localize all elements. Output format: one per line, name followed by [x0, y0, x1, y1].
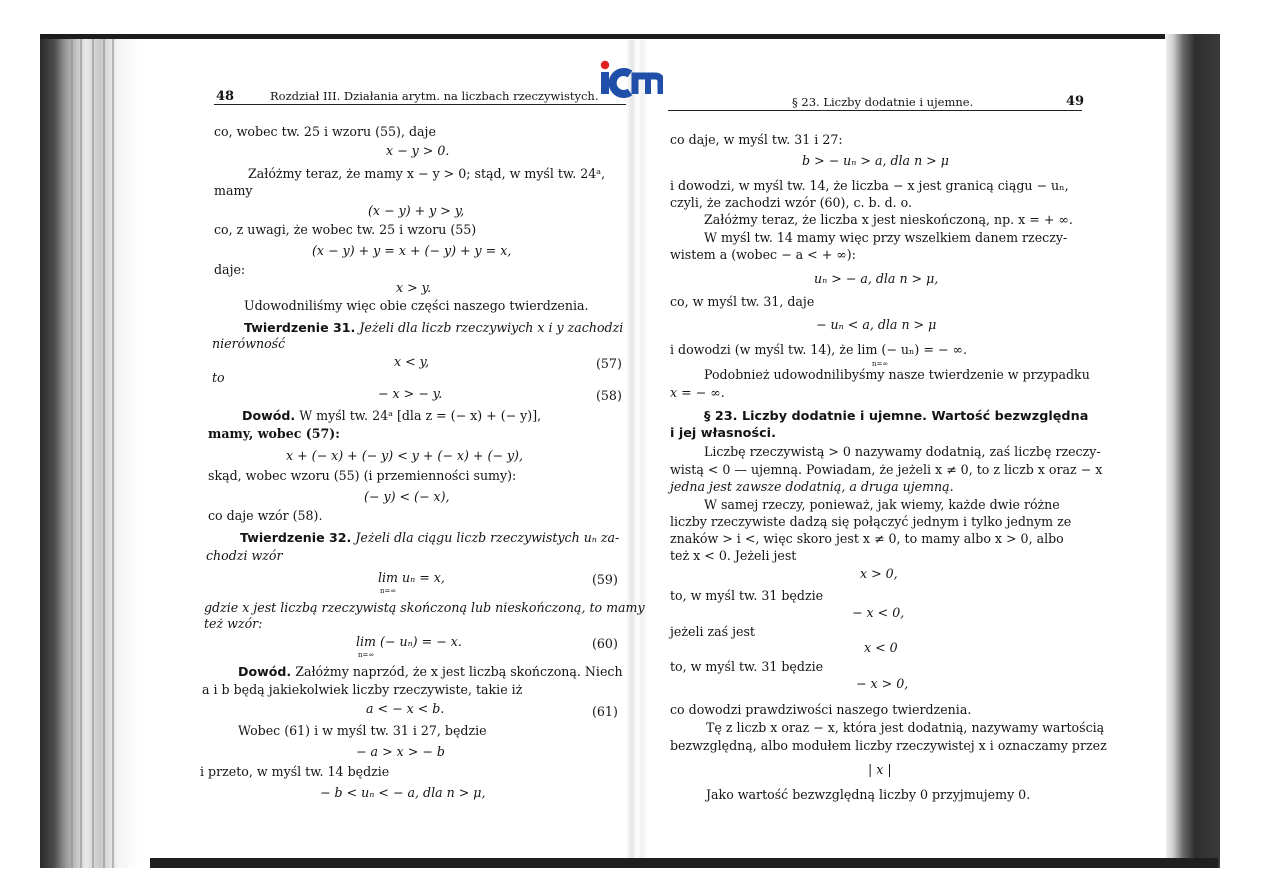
book-gutter [626, 40, 648, 858]
text-line: daje: [214, 262, 246, 277]
text-line: nierówność [212, 336, 286, 351]
theorem-text: Jeżeli dla ciągu liczb rzeczywistych uₙ za- [355, 530, 620, 545]
theorem-text: Jeżeli dla liczb rzeczywiych x i y zachodzi [359, 320, 624, 335]
book-bottom-edge [150, 858, 1218, 868]
text-line: wistą < 0 — ujemną. Powiadam, że jeżeli x ≠ 0, to z liczb x oraz − x [670, 462, 1103, 477]
formula: − b < uₙ < − a, dla n > μ, [320, 785, 486, 800]
text-line: jeżeli zaś jest [670, 624, 755, 639]
formula: a < − x < b. [366, 701, 445, 716]
equation-number: (61) [592, 704, 618, 719]
equation-number: (57) [596, 356, 622, 371]
proof-2 [238, 664, 623, 679]
text-line: i dowodzi (w myśl tw. 14), że lim (− uₙ) = − ∞. [670, 342, 967, 357]
text-line: Tę z liczb x oraz − x, która jest dodatnią, nazywamy wartością [706, 720, 1105, 735]
text-line: czyli, że zachodzi wzór (60), c. b. d. o. [670, 195, 913, 210]
theorem-31 [244, 320, 623, 335]
formula: b > − uₙ > a, dla n > μ [802, 153, 949, 168]
text-line: co dowodzi prawdziwości naszego twierdzenia. [670, 702, 972, 717]
text-line: liczby rzeczywiste dadzą się połączyć jednym i tylko jednym ze [670, 514, 1072, 529]
text-line: co daje wzór (58). [208, 508, 323, 523]
text-line: też x < 0. Jeżeli jest [670, 548, 797, 563]
book-right-edge [1165, 34, 1220, 868]
right-running-head: § 23. Liczby dodatnie i ujemne. [792, 95, 974, 109]
text-line: co, z uwagi, że wobec tw. 25 i wzoru (55) [214, 222, 477, 237]
right-header-rule [668, 110, 1082, 111]
formula: (x − y) + y > y, [368, 203, 465, 218]
limit-subscript: n=∞ [872, 360, 889, 368]
proof-text: W myśl tw. 24ᵃ [dla z = (− x) + (− y)], [299, 408, 542, 423]
text-line: mamy, wobec (57): [208, 426, 340, 441]
text-line: gdzie x jest liczbą rzeczywistą skończoną lub nieskończoną, to mamy [204, 600, 645, 615]
text-line: i przeto, w myśl tw. 14 będzie [200, 764, 390, 779]
equation-number: (59) [592, 572, 618, 587]
formula: lim uₙ = x, [378, 570, 445, 585]
left-header-rule [214, 104, 626, 105]
text-line: co, w myśl tw. 31, daje [670, 294, 815, 309]
icm-logo [597, 58, 663, 98]
text-line: Podobnież udowodnilibyśmy nasze twierdzenie w przypadku [704, 367, 1090, 382]
right-page-number: 49 [1066, 94, 1085, 109]
text-line: i dowodzi, w myśl tw. 14, że liczba − x jest granicą ciągu − uₙ, [670, 178, 1069, 193]
text-line: skąd, wobec wzoru (55) (i przemienności sumy): [208, 468, 517, 483]
formula: (x − y) + y = x + (− y) + y = x, [312, 243, 512, 258]
left-running-head: Rozdział III. Działania arytm. na liczbach rzeczywistych. [270, 89, 599, 103]
text-line: Jako wartość bezwzględną liczby 0 przyjmujemy 0. [706, 787, 1031, 802]
text-line: Załóżmy teraz, że liczba x jest nieskończoną, np. x = + ∞. [704, 212, 1073, 227]
text-line: co, wobec tw. 25 i wzoru (55), daje [214, 124, 436, 139]
proof-1 [242, 408, 541, 423]
proof-label: Dowód. [242, 408, 296, 423]
equation-number: (60) [592, 636, 618, 651]
book-left-edge [40, 34, 140, 868]
text-line: to, w myśl tw. 31 będzie [670, 659, 824, 674]
theorem-32 [240, 530, 619, 545]
theorem-label: Twierdzenie 32. [240, 530, 352, 545]
theorem-label: Twierdzenie 31. [244, 320, 356, 335]
text-line: x = − ∞. [670, 385, 725, 400]
book-top-edge [40, 34, 1220, 39]
formula: lim (− uₙ) = − x. [356, 634, 462, 649]
text-line: W myśl tw. 14 mamy więc przy wszelkiem danem rzeczy- [704, 230, 1068, 245]
text-line: bezwzględną, albo modułem liczby rzeczywistej x i oznaczamy przez [670, 738, 1107, 753]
text-line: mamy [214, 183, 253, 198]
proof-text: Załóżmy naprzód, że x jest liczbą skończoną. Niech [295, 664, 623, 679]
text-line: Załóżmy teraz, że mamy x − y > 0; stąd, w myśl tw. 24ᵃ, [248, 166, 606, 181]
text-line: co daje, w myśl tw. 31 i 27: [670, 132, 843, 147]
text-line: jedna jest zawsze dodatnią, a druga ujemną. [670, 479, 954, 494]
text-line: to [212, 370, 225, 385]
formula: − x > − y. [378, 386, 443, 401]
text-line: a i b będą jakiekolwiek liczby rzeczywiste, takie iż [202, 682, 523, 697]
formula: − a > x > − b [356, 744, 445, 759]
text-line: W samej rzeczy, ponieważ, jak wiemy, każde dwie różne [704, 497, 1060, 512]
equation-number: (58) [596, 388, 622, 403]
formula: x < y, [394, 354, 430, 369]
limit-subscript: n=∞ [380, 587, 397, 595]
formula: − x < 0, [852, 605, 905, 620]
left-page-number: 48 [216, 89, 235, 104]
formula: − x > 0, [856, 676, 909, 691]
formula: x − y > 0. [386, 143, 450, 158]
text-line: też wzór: [204, 616, 263, 631]
section-heading: § 23. Liczby dodatnie i ujemne. Wartość bezwzględna [704, 409, 1089, 424]
text-line: Liczbę rzeczywistą > 0 nazywamy dodatnią, zaś liczbę rzeczy- [704, 444, 1101, 459]
formula: x + (− x) + (− y) < y + (− x) + (− y), [286, 448, 523, 463]
section-heading: i jej własności. [670, 426, 776, 441]
text-line: to, w myśl tw. 31 będzie [670, 588, 824, 603]
formula: uₙ > − a, dla n > μ, [814, 271, 939, 286]
formula: x < 0 [864, 640, 898, 655]
proof-label: Dowód. [238, 664, 292, 679]
formula: x > 0, [860, 566, 898, 581]
limit-subscript: n=∞ [358, 651, 375, 659]
formula: (− y) < (− x), [364, 489, 450, 504]
formula: x > y. [396, 280, 432, 295]
text-line: Udowodniliśmy więc obie części naszego twierdzenia. [244, 298, 589, 313]
text-line: wistem a (wobec − a < + ∞): [670, 247, 856, 262]
formula: − uₙ < a, dla n > μ [816, 317, 937, 332]
text-line: chodzi wzór [206, 548, 283, 563]
text-line: Wobec (61) i w myśl tw. 31 i 27, będzie [238, 723, 487, 738]
text-line: znaków > i <, więc skoro jest x ≠ 0, to mamy albo x > 0, albo [670, 531, 1064, 546]
formula: | x | [868, 762, 892, 777]
